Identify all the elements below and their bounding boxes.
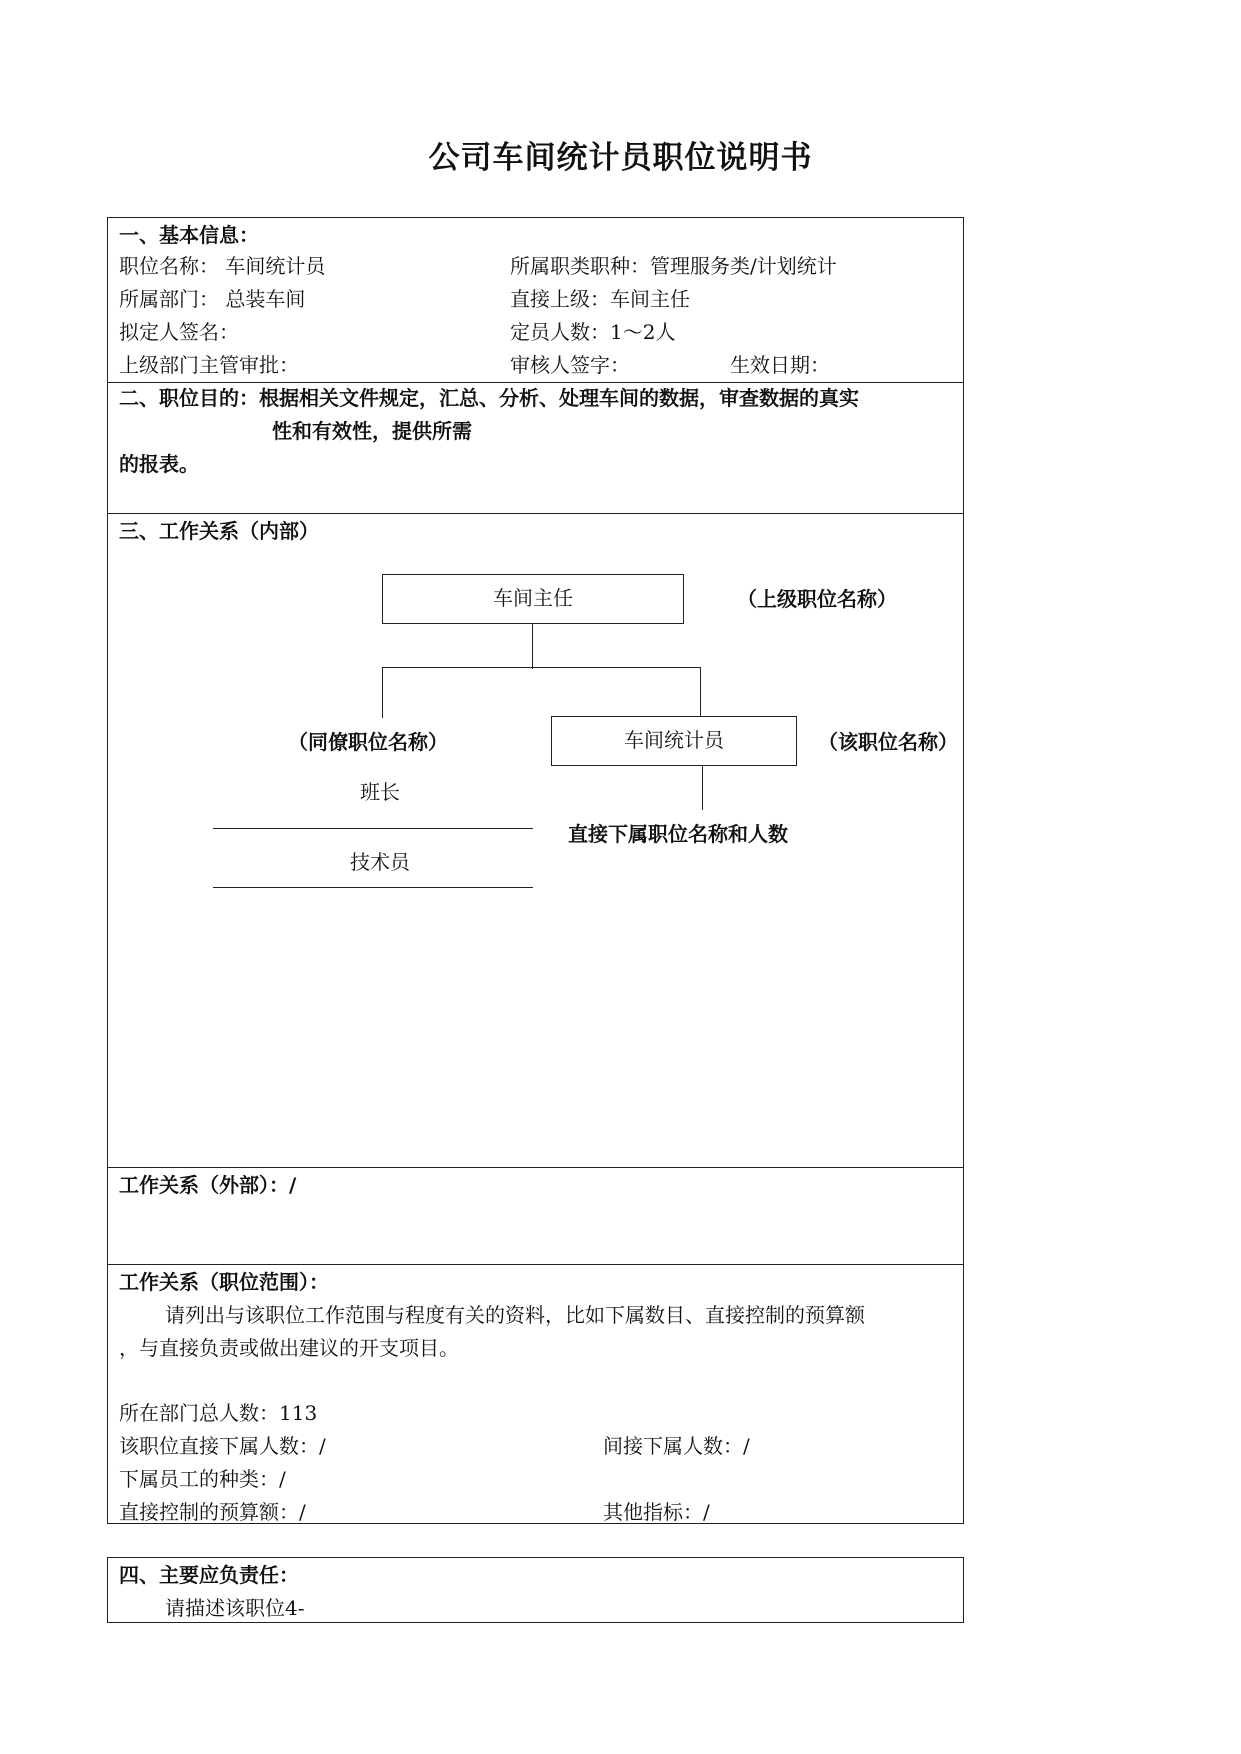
indirect-subordinates: 间接下属人数：/ [603, 1434, 750, 1458]
divider-purpose-internal [107, 513, 964, 514]
page-title: 公司车间统计员职位说明书 [428, 140, 813, 176]
self-box-label: 车间统计员 [624, 728, 724, 752]
purpose-line-3: 的报表。 [119, 452, 199, 476]
scope-description-2: ，与直接负责或做出建议的开支项目。 [119, 1336, 459, 1360]
superior-box-label: 车间主任 [493, 586, 573, 610]
subordinate-types: 下属员工的种类：/ [119, 1467, 286, 1491]
job-description-form [107, 217, 964, 1524]
direct-subordinates: 该职位直接下属人数：/ [119, 1434, 326, 1458]
basic-info-heading: 一、基本信息： [119, 223, 259, 247]
connector-superior-down [532, 624, 533, 669]
peer-note: （同僚职位名称） [288, 730, 448, 754]
direct-budget: 直接控制的预算额：/ [119, 1500, 306, 1524]
divider-internal-external [107, 1167, 964, 1168]
headcount: 定员人数：1～2人 [510, 320, 676, 344]
duties-heading: 四、主要应负责任： [119, 1563, 299, 1587]
job-family: 所属职类职种：管理服务类/计划统计 [510, 254, 837, 278]
connector-self-down [702, 766, 703, 810]
superior-note: （上级职位名称） [737, 587, 897, 611]
external-relations-heading: 工作关系（外部）：/ [119, 1173, 297, 1197]
purpose-line-1: 二、职位目的：根据相关文件规定，汇总、分析、处理车间的数据，审查数据的真实 [119, 386, 859, 410]
duties-description: 请描述该职位4- [165, 1596, 305, 1620]
peer-underline-1 [213, 828, 533, 829]
scope-description-1: 请列出与该职位工作范围与程度有关的资料，比如下属数目、直接控制的预算额 [165, 1303, 865, 1327]
peer-item-2: 技术员 [350, 850, 410, 874]
self-note: （该职位名称） [818, 730, 958, 754]
peer-item-1: 班长 [360, 780, 400, 804]
position-name: 职位名称： 车间统计员 [119, 254, 326, 278]
superior-box [382, 574, 684, 624]
drafter-signature: 拟定人签名： [119, 320, 239, 344]
other-indicators: 其他指标：/ [603, 1500, 710, 1524]
divider-basic-purpose [107, 382, 964, 383]
connector-self-branch [700, 667, 701, 716]
approver-signature: 上级部门主管审批： [119, 353, 299, 377]
dept-total-headcount: 所在部门总人数：113 [119, 1401, 318, 1425]
self-box [551, 716, 797, 766]
connector-horizontal [382, 667, 701, 668]
peer-underline-2 [213, 887, 533, 888]
subordinate-note: 直接下属职位名称和人数 [568, 822, 788, 846]
internal-relations-heading: 三、工作关系（内部） [119, 519, 319, 543]
effective-date: 生效日期： [730, 353, 830, 377]
direct-superior: 直接上级：车间主任 [510, 287, 690, 311]
divider-external-scope [107, 1264, 964, 1265]
connector-peer-branch [382, 667, 383, 718]
department: 所属部门： 总装车间 [119, 287, 306, 311]
scope-heading: 工作关系（职位范围）： [119, 1270, 329, 1294]
purpose-line-2: 性和有效性，提供所需 [272, 419, 472, 443]
reviewer-signature: 审核人签字： [510, 353, 630, 377]
